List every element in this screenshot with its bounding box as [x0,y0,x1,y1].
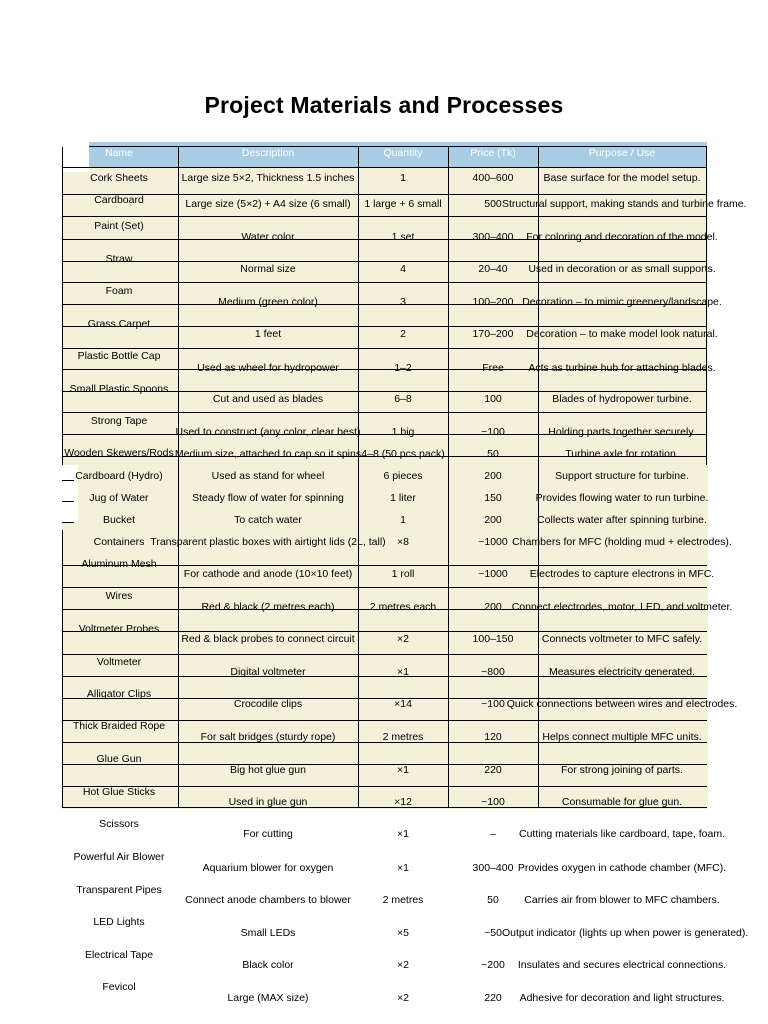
grid-horizontal-1 [62,167,707,168]
cell-purpose: Used in decoration or as small supports. [528,263,716,275]
cell-description: Used in glue gun [228,796,308,808]
cell-price: 20–40 [478,263,508,275]
cell-purpose: Helps connect multiple MFC units. [542,731,702,743]
cell-quantity: 1 roll [391,568,415,580]
cell-quantity: ×12 [394,796,412,808]
cell-description: Used as stand for wheel [211,470,325,482]
cell-price: 300–400 [472,231,514,243]
cell-quantity: 6–8 [394,393,412,405]
cell-purpose: Provides flowing water to run turbine. [535,492,709,504]
cell-quantity: 6 pieces [383,470,423,482]
cell-quantity: ×1 [397,862,409,874]
cell-price: ~200 [481,959,505,971]
grid-horizontal-16 [62,587,707,588]
cell-name: Wires [105,590,133,602]
cell-purpose: Structural support, making stands and turbine frame. [502,198,747,210]
cell-name: Cardboard [94,194,144,206]
cell-name: Glue Gun [96,753,142,765]
cell-price: 200 [484,601,502,613]
cell-purpose: Electrodes to capture electrons in MFC. [529,568,715,580]
cell-price: 170–200 [472,328,514,340]
cell-description: Medium size, attached to cap so it spins [174,448,362,460]
grid-horizontal-19 [62,654,707,655]
cell-price: ~1000 [478,568,508,580]
cell-name: Foam [105,285,133,297]
cell-name: Voltmeter [96,656,142,668]
cell-description: Used to construct (any color, clear best) [175,426,361,438]
cell-purpose: Connects voltmeter to MFC safely. [541,633,703,645]
cell-price: ~100 [481,796,505,808]
cell-price: 100–200 [472,296,514,308]
cell-name: Plastic Bottle Cap [77,350,161,362]
cell-quantity: ×1 [397,764,409,776]
cell-price: 50 [487,448,499,460]
cell-name: Powerful Air Blower [73,851,165,863]
cell-quantity: 1 [400,172,406,184]
cell-name: Cork Sheets [90,172,148,184]
cell-price: ~1000 [478,536,508,548]
cell-quantity: 1 set [391,231,415,243]
cell-purpose: Output indicator (lights up when power is generated). [502,927,749,939]
cell-purpose: Insulates and secures electrical connections. [517,959,727,971]
cell-purpose: Decoration – to mimic greenery/landscape. [522,296,722,308]
cell-name: Scissors [99,818,139,830]
cell-description: Normal size [240,263,296,275]
cell-name: Transparent Pipes [76,884,162,896]
cell-name: Voltmeter Probes [78,623,160,635]
cell-quantity: 1 large + 6 small [364,198,442,210]
cell-price: 220 [484,992,502,1004]
cell-purpose: Decoration – to make model look natural. [526,328,718,340]
cell-name: Hot Glue Sticks [82,786,156,798]
cell-description: Transparent plastic boxes with airtight lids (2L, tall) [150,536,386,548]
header-description: Description [241,147,295,159]
cell-quantity: ×1 [397,666,409,678]
header-name: Name [104,147,133,159]
cell-name: Paint (Set) [94,220,144,232]
cell-name: Grass Carpet [87,318,151,330]
cell-price: 100–150 [472,633,514,645]
cell-description: For cathode and anode (10×10 feet) [183,568,353,580]
cell-description: Crocodile clips [233,698,303,710]
cell-purpose: Chambers for MFC (holding mud + electrodes). [512,536,732,548]
grid-vertical-0b [62,530,63,808]
cell-quantity: 1 [400,514,406,526]
cell-purpose: Cutting materials like cardboard, tape, foam. [518,828,726,840]
cell-name: Containers [93,536,145,548]
cell-description: Black color [242,959,294,971]
cell-purpose: Measures electricity generated. [549,666,695,678]
cell-name: Electrical Tape [84,949,154,961]
cell-name: Small Plastic Spoons [69,383,169,395]
cell-description: Large (MAX size) [227,992,309,1004]
cell-price: 100 [484,393,502,405]
grid-horizontal-6 [62,282,707,283]
cell-name: Wooden Skewers/Rods [64,447,174,459]
cell-price: ~50 [484,927,502,939]
cell-quantity: 2 [400,328,406,340]
cell-price: 150 [484,492,502,504]
grid-horizontal-12 [62,412,707,413]
cell-purpose: Connect electrodes, motor, LED, and voltmeter. [511,601,733,613]
cell-name: Cardboard (Hydro) [75,470,163,482]
cell-quantity: 4–8 (50 pcs pack) [361,448,445,460]
cell-purpose: For strong joining of parts. [561,764,683,776]
cell-purpose: Blades of hydropower turbine. [552,393,692,405]
cell-purpose: Support structure for turbine. [555,470,689,482]
cell-quantity: ×2 [397,633,409,645]
cell-purpose: Collects water after spinning turbine. [537,514,707,526]
cell-price: 500 [484,198,502,210]
grid-horizontal-9 [62,348,707,349]
cell-price: 120 [484,731,502,743]
cell-price: 300–400 [472,862,514,874]
cell-quantity: ×8 [397,536,409,548]
cell-description: Water color [241,231,295,243]
cell-quantity: ×1 [397,828,409,840]
cell-description: Cut and used as blades [212,393,324,405]
cell-name: Thick Braided Rope [72,720,166,732]
cell-description: Digital voltmeter [230,666,306,678]
cell-price: 220 [484,764,502,776]
cell-quantity: 1 liter [390,492,416,504]
cell-description: Big hot glue gun [230,764,306,776]
cell-price: ~100 [481,698,505,710]
cell-description: Used as wheel for hydropower [197,362,339,374]
cell-description: Connect anode chambers to blower [185,894,351,906]
cell-description: Steady flow of water for spinning [192,492,344,504]
cell-description: Red & black (2 metres each) [201,601,335,613]
cell-description: Aquarium blower for oxygen [202,862,334,874]
cell-name: Straw [105,253,133,265]
page-title: Project Materials and Processes [204,92,564,118]
cell-name: Strong Tape [90,415,148,427]
cell-name: Alligator Clips [86,688,152,700]
cell-description: For cutting [243,828,293,840]
cell-purpose: Consumable for glue gun. [561,796,683,808]
cell-quantity: 4 [400,263,406,275]
header-price: Price (Tk) [470,147,516,159]
cell-purpose: For coloring and decoration of the model. [526,231,718,243]
cell-quantity: 2 metres [382,731,424,743]
cell-description: Red & black probes to connect circuit [181,633,355,645]
cell-quantity: ×2 [397,992,409,1004]
cell-quantity: 3 [400,296,406,308]
cell-description: To catch water [234,514,302,526]
cell-description: Large size (5×2) + A4 size (6 small) [185,198,351,210]
cell-description: For salt bridges (sturdy rope) [200,731,336,743]
header-purpose: Purpose / Use [588,147,656,159]
cell-description: Medium (green color) [218,296,318,308]
cell-price: ~100 [481,426,505,438]
cell-purpose: Carries air from blower to MFC chambers. [524,894,720,906]
cell-quantity: ×5 [397,927,409,939]
cell-purpose: Adhesive for decoration and light structures. [519,992,725,1004]
cell-purpose: Acts as turbine hub for attaching blades. [528,362,716,374]
cell-quantity: 1–2 [394,362,412,374]
cell-price: 200 [484,514,502,526]
cell-price: ~800 [481,666,505,678]
cell-description: Small LEDs [240,927,296,939]
cell-price: Free [482,362,504,374]
cell-purpose: Provides oxygen in cathode chamber (MFC). [517,862,727,874]
cell-purpose: Turbine axle for rotation. [565,448,679,460]
cell-quantity: 2 metres [382,894,424,906]
cell-quantity: ×2 [397,959,409,971]
header-quantity: Quantity [383,147,423,159]
cell-price: – [490,828,496,840]
cell-price: 400–600 [472,172,514,184]
cell-purpose: Quick connections between wires and electrodes. [506,698,738,710]
cell-purpose: Holding parts together securely. [548,426,696,438]
cell-price: 200 [484,470,502,482]
cell-quantity: ×14 [394,698,412,710]
cell-name: Bucket [102,514,136,526]
cell-name: Jug of Water [89,492,149,504]
grid-horizontal-3 [62,216,707,217]
cell-purpose: Base surface for the model setup. [543,172,701,184]
cell-description: 1 feet [254,328,282,340]
cell-name: Fevicol [102,981,136,993]
cell-description: Large size 5×2, Thickness 1.5 inches [181,172,355,184]
cell-name: Aluminum Mesh [81,558,157,570]
cell-price: 50 [487,894,499,906]
cell-quantity: 1 big [391,426,415,438]
cell-name: LED Lights [93,916,145,928]
cell-quantity: 2 metres each [369,601,437,613]
